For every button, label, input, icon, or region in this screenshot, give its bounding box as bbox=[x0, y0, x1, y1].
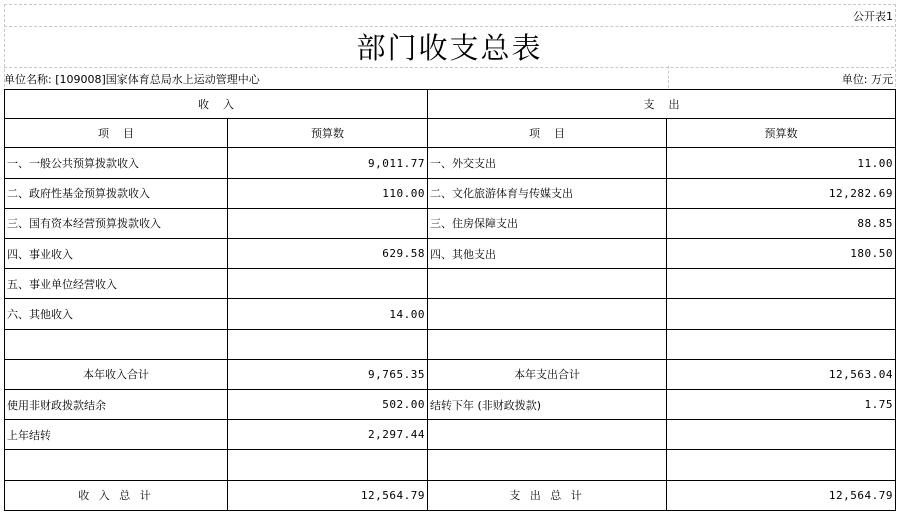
expense-budget-header: 预算数 bbox=[667, 119, 896, 148]
income-value bbox=[228, 269, 428, 299]
annual-expense-value: 12,563.04 bbox=[667, 359, 896, 389]
expense-value: 1.75 bbox=[667, 390, 896, 420]
table-row bbox=[5, 269, 896, 299]
grand-expense-label: 支 出 总 计 bbox=[428, 480, 667, 510]
income-value: 14.00 bbox=[228, 299, 428, 329]
income-value: 110.00 bbox=[228, 178, 428, 208]
income-value bbox=[228, 450, 428, 480]
unit-name: 单位名称: [109008]国家体育总局水上运动管理中心 bbox=[4, 73, 260, 86]
expense-value: 12,282.69 bbox=[667, 178, 896, 208]
unit-label: 单位: 万元 bbox=[841, 73, 893, 86]
table-row bbox=[5, 450, 896, 480]
expense-value bbox=[667, 450, 896, 480]
income-item: 上年结转 bbox=[5, 420, 228, 450]
expense-item: 二、文化旅游体育与传媒支出 bbox=[428, 178, 667, 208]
expense-item: 四、其他支出 bbox=[428, 239, 667, 269]
expense-value: 88.85 bbox=[667, 208, 896, 238]
annual-expense-label: 本年支出合计 bbox=[428, 359, 667, 389]
column-header-row bbox=[5, 119, 896, 148]
expense-section-header: 支 出 bbox=[428, 90, 896, 119]
income-item bbox=[5, 329, 228, 359]
grand-expense-value: 12,564.79 bbox=[667, 480, 896, 510]
table-row bbox=[5, 239, 896, 269]
annual-income-label: 本年收入合计 bbox=[5, 359, 228, 389]
income-item: 六、其他收入 bbox=[5, 299, 228, 329]
budget-table bbox=[4, 89, 896, 511]
table-row bbox=[5, 390, 896, 420]
expense-item bbox=[428, 450, 667, 480]
expense-item: 结转下年 (非财政拨款) bbox=[428, 390, 667, 420]
expense-item bbox=[428, 299, 667, 329]
income-budget-header: 预算数 bbox=[228, 119, 428, 148]
page-title: 部门收支总表 bbox=[356, 31, 543, 65]
expense-value: 11.00 bbox=[667, 148, 896, 178]
expense-item: 一、外交支出 bbox=[428, 148, 667, 178]
form-tag: 公开表1 bbox=[853, 10, 893, 23]
table-row bbox=[5, 420, 896, 450]
income-item: 三、国有资本经营预算拨款收入 bbox=[5, 208, 228, 238]
income-item: 使用非财政拨款结余 bbox=[5, 390, 228, 420]
expense-item bbox=[428, 420, 667, 450]
income-value bbox=[228, 329, 428, 359]
income-item: 五、事业单位经营收入 bbox=[5, 269, 228, 299]
income-item-header: 项 目 bbox=[5, 119, 228, 148]
grand-income-label: 收 入 总 计 bbox=[5, 480, 228, 510]
grand-income-value: 12,564.79 bbox=[228, 480, 428, 510]
table-row bbox=[5, 208, 896, 238]
income-value: 9,011.77 bbox=[228, 148, 428, 178]
income-item: 二、政府性基金预算拨款收入 bbox=[5, 178, 228, 208]
table-row bbox=[5, 148, 896, 178]
expense-item-header: 项 目 bbox=[428, 119, 667, 148]
expense-item bbox=[428, 329, 667, 359]
expense-value bbox=[667, 420, 896, 450]
table-row bbox=[5, 299, 896, 329]
table-row bbox=[5, 178, 896, 208]
expense-value: 180.50 bbox=[667, 239, 896, 269]
expense-value bbox=[667, 329, 896, 359]
income-value: 2,297.44 bbox=[228, 420, 428, 450]
income-item: 四、事业收入 bbox=[5, 239, 228, 269]
income-value bbox=[228, 208, 428, 238]
income-item bbox=[5, 450, 228, 480]
table-row bbox=[5, 329, 896, 359]
income-value: 629.58 bbox=[228, 239, 428, 269]
page-guide-unit-divider bbox=[668, 66, 669, 88]
grand-total-row bbox=[5, 480, 896, 510]
expense-item: 三、住房保障支出 bbox=[428, 208, 667, 238]
expense-item bbox=[428, 269, 667, 299]
section-header-row bbox=[5, 90, 896, 119]
income-item: 一、一般公共预算拨款收入 bbox=[5, 148, 228, 178]
expense-value bbox=[667, 299, 896, 329]
annual-income-value: 9,765.35 bbox=[228, 359, 428, 389]
expense-value bbox=[667, 269, 896, 299]
annual-total-row bbox=[5, 359, 896, 389]
income-value: 502.00 bbox=[228, 390, 428, 420]
income-section-header: 收 入 bbox=[5, 90, 428, 119]
